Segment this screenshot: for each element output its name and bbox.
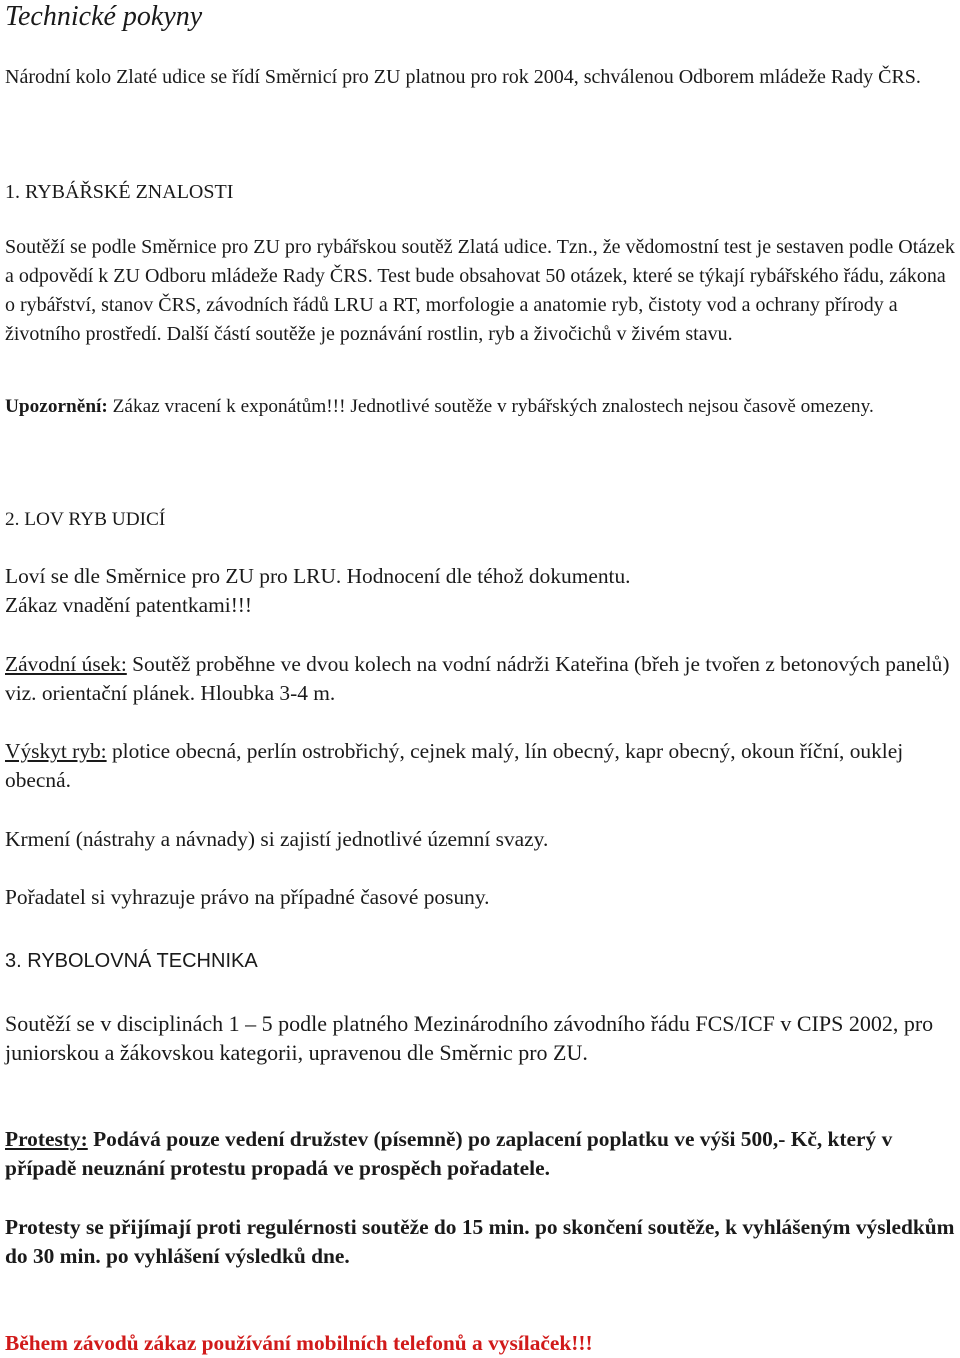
section-3-body: Soutěží se v disciplinách 1 – 5 podle platného Mezinárodního závodního řádu FCS/ICF v CIPS 2002, pro juniorskou a žákovskou kategorii, upravenou dle Směrnic pro ZU. bbox=[5, 1011, 934, 1065]
warning-label: Upozornění: bbox=[5, 396, 108, 417]
section-1-body: Soutěží se podle Směrnice pro ZU pro rybářskou soutěž Zlatá udice. Tzn., že vědomostní test je sestaven podle Otázek a odpovědí k ZU Odboru mládeže Rady ČRS. Test bude obsahovat 50 otázek, které se týkají rybářského řádu, zákona o rybářství, stanov ČRS, závodních řádů LRU a RT, morfologie a anatomie ryb, čistoty vod a ochrany přírody a životního prostředí. Další částí soutěže je poznávání rostlin, ryb a živočichů v živém stavu. bbox=[5, 236, 955, 345]
section-2-rules-line-2: Zákaz vnadění patentkami!!! bbox=[5, 593, 253, 617]
section-1-warning bbox=[5, 393, 955, 422]
protests-deadline: Protesty se přijímají proti regulérnosti soutěže do 15 min. po skončení soutěže, k vyhlášeným výsledkům do 30 min. po vyhlášení výsledků dne. bbox=[5, 1215, 955, 1268]
phone-ban-notice: Během závodů zákaz používání mobilních telefonů a vysílaček!!! bbox=[5, 1331, 593, 1355]
page-title: Technické pokyny bbox=[5, 1, 203, 32]
section-2-heading: 2. LOV RYB UDICÍ bbox=[5, 509, 166, 530]
fish-paragraph bbox=[5, 737, 955, 795]
intro-paragraph: Národní kolo Zlaté udice se řídí Směrnicí pro ZU platnou pro rok 2004, schválenou Odborem mládeže Rady ČRS. bbox=[5, 66, 921, 88]
section-1-heading: 1. RYBÁŘSKÉ ZNALOSTI bbox=[5, 181, 234, 203]
section-3-heading: 3. RYBOLOVNÁ TECHNIKA bbox=[5, 950, 258, 972]
organizer-paragraph: Pořadatel si vyhrazuje právo na případné časové posuny. bbox=[5, 885, 490, 909]
section-2-rules-line-1: Loví se dle Směrnice pro ZU pro LRU. Hodnocení dle téhož dokumentu. bbox=[5, 564, 631, 588]
protests-paragraph bbox=[5, 1125, 955, 1183]
course-label: Závodní úsek: bbox=[5, 652, 127, 676]
protests-label: Protesty: bbox=[5, 1127, 88, 1151]
fish-text: plotice obecná, perlín ostrobřichý, cejnek malý, lín obecný, kapr obecný, okoun říční, ouklej obecná. bbox=[5, 739, 904, 792]
fish-label: Výskyt ryb: bbox=[5, 739, 107, 763]
course-paragraph bbox=[5, 650, 955, 708]
feeding-paragraph: Krmení (nástrahy a návnady) si zajistí jednotlivé územní svazy. bbox=[5, 827, 549, 851]
protests-text: Podává pouze vedení družstev (písemně) po zaplacení poplatku ve výši 500,- Kč, který v případě neuznání protestu propadá ve prospěch pořadatele. bbox=[5, 1127, 893, 1180]
course-text: Soutěž proběhne ve dvou kolech na vodní nádrži Kateřina (břeh je tvořen z betonových panelů) viz. orientační plánek. Hloubka 3-4 m. bbox=[5, 652, 950, 705]
warning-text: Zákaz vracení k exponátům!!! Jednotlivé soutěže v rybářských znalostech nejsou časově omezeny. bbox=[107, 396, 874, 417]
